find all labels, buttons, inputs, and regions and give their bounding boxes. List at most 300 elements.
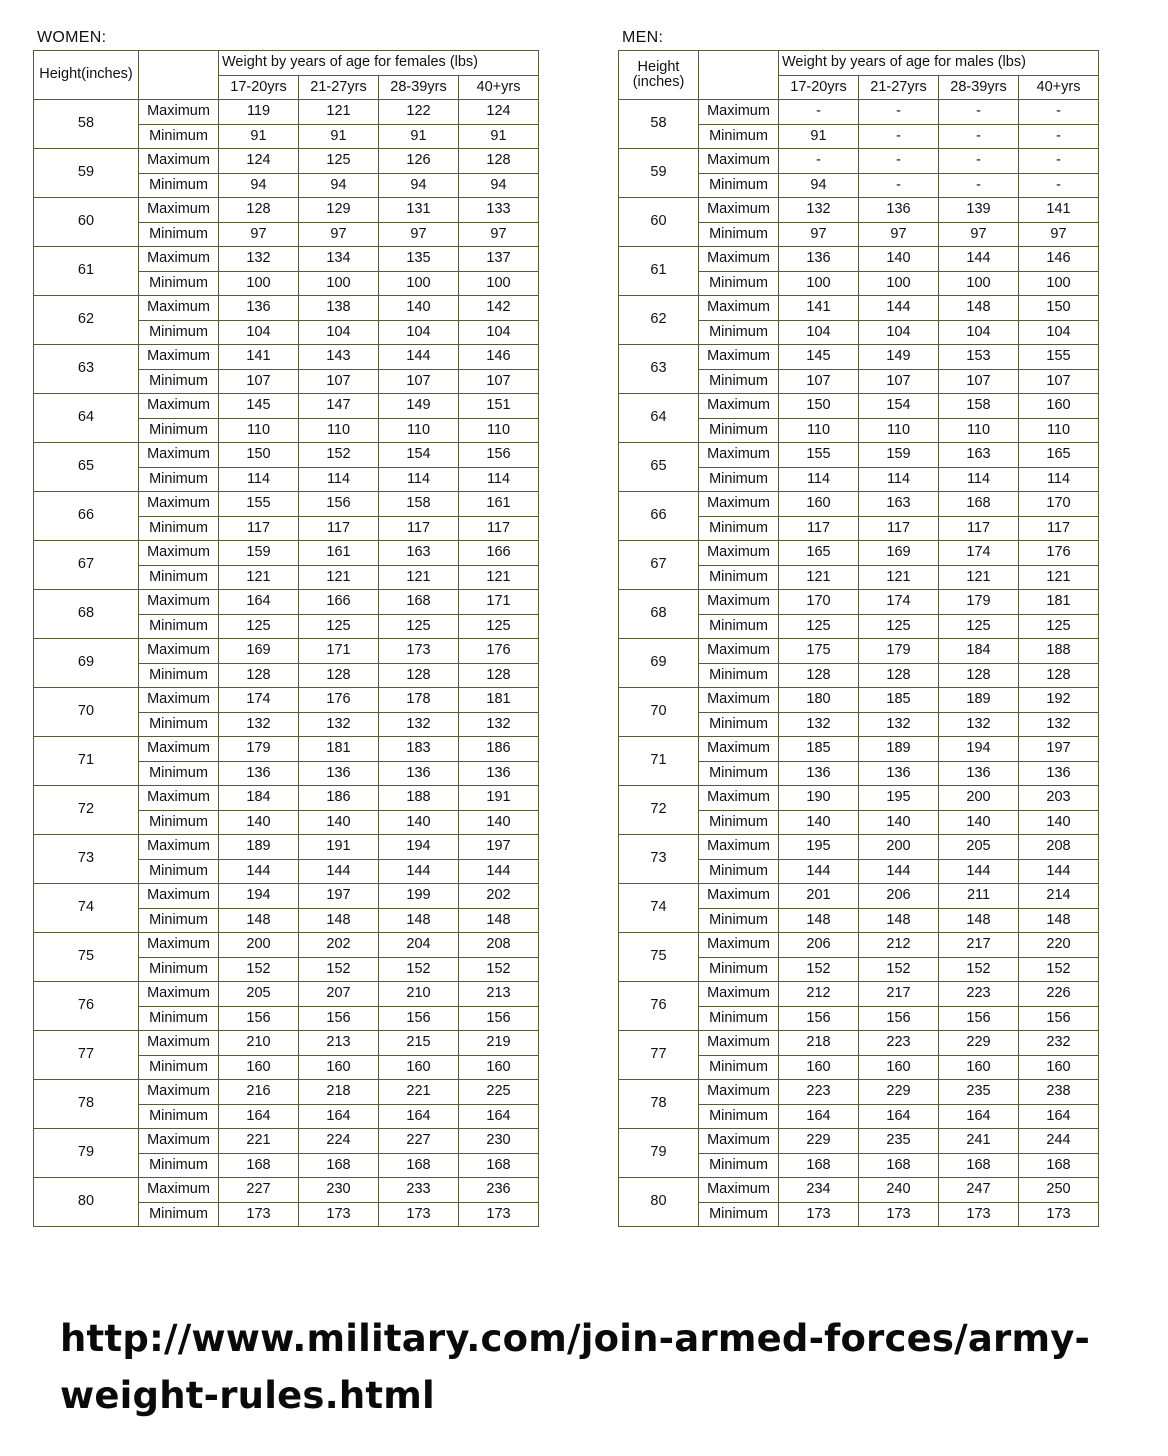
min-weight-cell: 117 [299, 516, 379, 541]
min-weight-cell: 148 [459, 908, 539, 933]
max-weight-cell: 227 [379, 1129, 459, 1154]
table-row-maximum [34, 1178, 539, 1203]
max-weight-cell: 125 [299, 149, 379, 174]
min-weight-cell: 128 [299, 663, 379, 688]
max-weight-cell: 224 [299, 1129, 379, 1154]
max-weight-cell: 173 [379, 639, 459, 664]
max-weight-cell: 210 [379, 982, 459, 1007]
max-weight-cell: 136 [219, 296, 299, 321]
minimum-label: Minimum [139, 1202, 219, 1227]
max-weight-cell: 136 [779, 247, 859, 272]
min-weight-cell: 173 [379, 1202, 459, 1227]
max-weight-cell: 128 [459, 149, 539, 174]
min-weight-cell: 160 [779, 1055, 859, 1080]
minimum-label: Minimum [699, 418, 779, 443]
max-weight-cell: - [939, 149, 1019, 174]
min-weight-cell: 121 [939, 565, 1019, 590]
max-weight-cell: 215 [379, 1031, 459, 1056]
min-weight-cell: 91 [299, 124, 379, 149]
min-weight-cell: 140 [459, 810, 539, 835]
max-weight-cell: 155 [219, 492, 299, 517]
height-cell: 59 [619, 149, 699, 198]
source-url-line1: http://www.military.com/join-armed-forces/army- [60, 1317, 1091, 1360]
min-weight-cell: 168 [779, 1153, 859, 1178]
min-weight-cell: 160 [939, 1055, 1019, 1080]
min-weight-cell: 100 [299, 271, 379, 296]
max-weight-cell: 197 [459, 835, 539, 860]
max-weight-cell: 202 [459, 884, 539, 909]
maximum-label: Maximum [139, 590, 219, 615]
min-weight-cell: - [1019, 124, 1099, 149]
min-weight-cell: 91 [459, 124, 539, 149]
max-weight-cell: 153 [939, 345, 1019, 370]
max-weight-cell: 219 [459, 1031, 539, 1056]
min-weight-cell: 117 [939, 516, 1019, 541]
max-weight-cell: 147 [299, 394, 379, 419]
min-weight-cell: 104 [299, 320, 379, 345]
height-cell: 69 [34, 639, 139, 688]
max-weight-cell: 164 [219, 590, 299, 615]
height-header-line1: Height [637, 58, 680, 75]
min-weight-cell: 100 [859, 271, 939, 296]
max-weight-cell: 218 [299, 1080, 379, 1105]
min-weight-cell: 144 [859, 859, 939, 884]
min-weight-cell: 144 [299, 859, 379, 884]
min-weight-cell: 104 [219, 320, 299, 345]
min-weight-cell: 110 [859, 418, 939, 443]
min-weight-cell: 136 [859, 761, 939, 786]
max-weight-cell: 234 [779, 1178, 859, 1203]
min-weight-cell: 156 [859, 1006, 939, 1031]
min-weight-cell: 156 [1019, 1006, 1099, 1031]
table-row-maximum [34, 149, 539, 174]
min-weight-cell: 114 [219, 467, 299, 492]
min-weight-cell: 173 [939, 1202, 1019, 1227]
max-weight-cell: 185 [779, 737, 859, 762]
height-cell: 73 [619, 835, 699, 884]
max-weight-cell: 191 [459, 786, 539, 811]
min-weight-cell: 160 [379, 1055, 459, 1080]
min-weight-cell: 110 [779, 418, 859, 443]
minimum-label: Minimum [139, 1006, 219, 1031]
min-weight-cell: 173 [299, 1202, 379, 1227]
max-weight-cell: 126 [379, 149, 459, 174]
max-weight-cell: 124 [219, 149, 299, 174]
table-row-maximum [34, 786, 539, 811]
min-weight-cell: 173 [1019, 1202, 1099, 1227]
min-weight-cell: 117 [379, 516, 459, 541]
min-weight-cell: 168 [459, 1153, 539, 1178]
table-row-maximum [619, 982, 1099, 1007]
max-weight-cell: 145 [219, 394, 299, 419]
max-weight-cell: 226 [1019, 982, 1099, 1007]
max-weight-cell: 181 [299, 737, 379, 762]
max-weight-cell: 136 [859, 198, 939, 223]
min-weight-cell: 168 [219, 1153, 299, 1178]
max-weight-cell: 200 [219, 933, 299, 958]
height-cell: 58 [619, 100, 699, 149]
table-row-maximum [34, 100, 539, 125]
min-weight-cell: 97 [859, 222, 939, 247]
min-weight-cell: 144 [379, 859, 459, 884]
minimum-label: Minimum [699, 222, 779, 247]
max-weight-cell: 176 [459, 639, 539, 664]
table-row-maximum [619, 247, 1099, 272]
min-weight-cell: 94 [219, 173, 299, 198]
min-weight-cell: 132 [379, 712, 459, 737]
table-row-maximum [619, 884, 1099, 909]
max-weight-cell: 179 [219, 737, 299, 762]
max-weight-cell: 134 [299, 247, 379, 272]
maximum-label: Maximum [699, 737, 779, 762]
max-weight-cell: 174 [859, 590, 939, 615]
minimum-label: Minimum [699, 810, 779, 835]
height-cell: 80 [619, 1178, 699, 1227]
min-weight-cell: 128 [219, 663, 299, 688]
max-weight-cell: 137 [459, 247, 539, 272]
maximum-label: Maximum [139, 786, 219, 811]
minimum-label: Minimum [699, 320, 779, 345]
maximum-label: Maximum [699, 835, 779, 860]
maximum-label: Maximum [699, 933, 779, 958]
height-cell: 66 [34, 492, 139, 541]
max-weight-cell: 144 [379, 345, 459, 370]
table-row-maximum [34, 394, 539, 419]
min-weight-cell: 91 [779, 124, 859, 149]
min-weight-cell: 160 [459, 1055, 539, 1080]
max-weight-cell: 141 [779, 296, 859, 321]
min-weight-cell: 121 [1019, 565, 1099, 590]
maximum-label: Maximum [699, 786, 779, 811]
max-weight-cell: 160 [1019, 394, 1099, 419]
min-weight-cell: 121 [779, 565, 859, 590]
table-row-maximum [619, 1129, 1099, 1154]
max-weight-cell: 129 [299, 198, 379, 223]
min-weight-cell: 97 [459, 222, 539, 247]
min-weight-cell: 132 [1019, 712, 1099, 737]
max-weight-cell: 176 [1019, 541, 1099, 566]
max-weight-cell: 165 [779, 541, 859, 566]
max-weight-cell: 121 [299, 100, 379, 125]
max-weight-cell: 236 [459, 1178, 539, 1203]
min-weight-cell: 152 [859, 957, 939, 982]
minimum-label: Minimum [139, 1104, 219, 1129]
min-weight-cell: 104 [859, 320, 939, 345]
max-weight-cell: 119 [219, 100, 299, 125]
min-weight-cell: 107 [939, 369, 1019, 394]
max-weight-cell: 235 [859, 1129, 939, 1154]
table-row-maximum [34, 1129, 539, 1154]
minimum-label: Minimum [139, 320, 219, 345]
min-weight-cell: 136 [939, 761, 1019, 786]
min-weight-cell: 114 [299, 467, 379, 492]
height-cell: 70 [34, 688, 139, 737]
table-row-maximum [619, 786, 1099, 811]
max-weight-cell: 144 [939, 247, 1019, 272]
max-weight-cell: 210 [219, 1031, 299, 1056]
maximum-label: Maximum [139, 1129, 219, 1154]
height-cell: 78 [619, 1080, 699, 1129]
min-weight-cell: 107 [459, 369, 539, 394]
min-weight-cell: 132 [939, 712, 1019, 737]
max-weight-cell: 161 [459, 492, 539, 517]
min-weight-cell: 160 [859, 1055, 939, 1080]
max-weight-cell: 158 [379, 492, 459, 517]
min-weight-cell: 117 [859, 516, 939, 541]
minimum-label: Minimum [699, 271, 779, 296]
table-row-maximum [619, 1178, 1099, 1203]
minimum-label: Minimum [699, 1055, 779, 1080]
women-weight-table [33, 50, 539, 1227]
minimum-label: Minimum [139, 516, 219, 541]
min-weight-cell: - [939, 124, 1019, 149]
table-row-maximum [619, 737, 1099, 762]
table-row-maximum [34, 835, 539, 860]
max-weight-cell: 158 [939, 394, 1019, 419]
maximum-label: Maximum [139, 1178, 219, 1203]
min-weight-cell: 128 [779, 663, 859, 688]
max-weight-cell: 124 [459, 100, 539, 125]
max-weight-cell: 163 [939, 443, 1019, 468]
max-weight-cell: 171 [299, 639, 379, 664]
min-weight-cell: 94 [779, 173, 859, 198]
max-weight-cell: 183 [379, 737, 459, 762]
max-weight-cell: 229 [939, 1031, 1019, 1056]
maximum-label: Maximum [139, 345, 219, 370]
min-weight-cell: 148 [219, 908, 299, 933]
min-weight-cell: 164 [219, 1104, 299, 1129]
maximum-label: Maximum [699, 394, 779, 419]
women-table-body [34, 51, 539, 1227]
max-weight-cell: 170 [779, 590, 859, 615]
min-weight-cell: 114 [379, 467, 459, 492]
max-weight-cell: 223 [779, 1080, 859, 1105]
min-weight-cell: 97 [299, 222, 379, 247]
max-weight-cell: 195 [859, 786, 939, 811]
height-cell: 70 [619, 688, 699, 737]
min-weight-cell: 91 [219, 124, 299, 149]
table-row-maximum [34, 933, 539, 958]
maximum-label: Maximum [699, 982, 779, 1007]
men-section-title: MEN: [622, 29, 664, 46]
max-weight-cell: 168 [379, 590, 459, 615]
max-weight-cell: 168 [939, 492, 1019, 517]
minimum-label: Minimum [139, 418, 219, 443]
minimum-label: Minimum [139, 173, 219, 198]
min-weight-cell: 121 [299, 565, 379, 590]
max-weight-cell: 148 [939, 296, 1019, 321]
min-weight-cell: 164 [939, 1104, 1019, 1129]
min-weight-cell: 140 [779, 810, 859, 835]
max-weight-cell: 141 [1019, 198, 1099, 223]
max-weight-cell: 179 [939, 590, 1019, 615]
min-weight-cell: 100 [379, 271, 459, 296]
min-weight-cell: 107 [219, 369, 299, 394]
max-weight-cell: - [859, 149, 939, 174]
maximum-label: Maximum [139, 1031, 219, 1056]
max-weight-cell: 189 [219, 835, 299, 860]
max-weight-cell: - [1019, 149, 1099, 174]
min-weight-cell: 110 [1019, 418, 1099, 443]
table-row-maximum [34, 345, 539, 370]
min-weight-cell: 110 [379, 418, 459, 443]
height-cell: 75 [619, 933, 699, 982]
minimum-label: Minimum [699, 565, 779, 590]
min-weight-cell: 152 [219, 957, 299, 982]
maximum-label: Maximum [699, 639, 779, 664]
height-cell: 79 [619, 1129, 699, 1178]
minimum-label: Minimum [139, 271, 219, 296]
minimum-label: Minimum [699, 369, 779, 394]
height-cell: 71 [34, 737, 139, 786]
min-weight-cell: 144 [779, 859, 859, 884]
height-cell: 68 [619, 590, 699, 639]
height-cell: 69 [619, 639, 699, 688]
max-weight-cell: 143 [299, 345, 379, 370]
min-weight-cell: 114 [939, 467, 1019, 492]
max-weight-cell: 156 [459, 443, 539, 468]
table-row-maximum [619, 394, 1099, 419]
min-weight-cell: 144 [939, 859, 1019, 884]
max-weight-cell: 244 [1019, 1129, 1099, 1154]
min-weight-cell: - [1019, 173, 1099, 198]
minimum-label: Minimum [699, 712, 779, 737]
maximum-label: Maximum [139, 541, 219, 566]
max-weight-cell: 232 [1019, 1031, 1099, 1056]
height-cell: 64 [619, 394, 699, 443]
max-weight-cell: 145 [779, 345, 859, 370]
minimum-label: Minimum [139, 761, 219, 786]
min-weight-cell: 136 [379, 761, 459, 786]
min-weight-cell: 104 [459, 320, 539, 345]
table-row-maximum [619, 100, 1099, 125]
height-cell: 71 [619, 737, 699, 786]
min-weight-cell: 140 [859, 810, 939, 835]
minimum-label: Minimum [699, 516, 779, 541]
maximum-label: Maximum [139, 1080, 219, 1105]
min-weight-cell: 148 [1019, 908, 1099, 933]
min-weight-cell: 160 [1019, 1055, 1099, 1080]
maximum-label: Maximum [699, 492, 779, 517]
min-weight-cell: 152 [379, 957, 459, 982]
max-weight-cell: 146 [1019, 247, 1099, 272]
min-weight-cell: 164 [1019, 1104, 1099, 1129]
height-cell: 65 [34, 443, 139, 492]
height-cell: 59 [34, 149, 139, 198]
min-weight-cell: - [859, 124, 939, 149]
height-cell: 73 [34, 835, 139, 884]
min-weight-cell: 148 [939, 908, 1019, 933]
max-weight-cell: 163 [859, 492, 939, 517]
min-weight-cell: 128 [939, 663, 1019, 688]
min-weight-cell: 125 [459, 614, 539, 639]
height-cell: 76 [619, 982, 699, 1031]
blank-header-cell [139, 51, 219, 100]
maximum-label: Maximum [139, 737, 219, 762]
min-weight-cell: 107 [1019, 369, 1099, 394]
max-weight-cell: 169 [219, 639, 299, 664]
max-weight-cell: 206 [779, 933, 859, 958]
height-cell: 79 [34, 1129, 139, 1178]
min-weight-cell: 114 [1019, 467, 1099, 492]
max-weight-cell: 155 [1019, 345, 1099, 370]
min-weight-cell: 144 [459, 859, 539, 884]
height-header-line2: (inches) [632, 74, 685, 90]
maximum-label: Maximum [699, 884, 779, 909]
table-row-maximum [34, 982, 539, 1007]
max-weight-cell: 156 [299, 492, 379, 517]
min-weight-cell: 128 [379, 663, 459, 688]
max-weight-cell: 132 [779, 198, 859, 223]
max-weight-cell: 235 [939, 1080, 1019, 1105]
max-weight-cell: 140 [379, 296, 459, 321]
max-weight-cell: 132 [219, 247, 299, 272]
min-weight-cell: 125 [379, 614, 459, 639]
maximum-label: Maximum [699, 1178, 779, 1203]
men-table-body [619, 51, 1099, 1227]
max-weight-cell: 150 [779, 394, 859, 419]
min-weight-cell: 152 [939, 957, 1019, 982]
max-weight-cell: 170 [1019, 492, 1099, 517]
max-weight-cell: 131 [379, 198, 459, 223]
min-weight-cell: 136 [219, 761, 299, 786]
minimum-label: Minimum [139, 810, 219, 835]
min-weight-cell: 100 [219, 271, 299, 296]
min-weight-cell: 168 [379, 1153, 459, 1178]
table-row-maximum [619, 590, 1099, 615]
max-weight-cell: 192 [1019, 688, 1099, 713]
max-weight-cell: 122 [379, 100, 459, 125]
min-weight-cell: 173 [219, 1202, 299, 1227]
table-row-maximum [34, 639, 539, 664]
max-weight-cell: 144 [859, 296, 939, 321]
table-row-maximum [34, 1031, 539, 1056]
minimum-label: Minimum [139, 908, 219, 933]
min-weight-cell: 110 [939, 418, 1019, 443]
height-cell: 58 [34, 100, 139, 149]
min-weight-cell: 160 [219, 1055, 299, 1080]
max-weight-cell: 154 [859, 394, 939, 419]
min-weight-cell: 152 [1019, 957, 1099, 982]
min-weight-cell: 148 [779, 908, 859, 933]
min-weight-cell: 110 [459, 418, 539, 443]
table-row-maximum [619, 639, 1099, 664]
min-weight-cell: 125 [299, 614, 379, 639]
maximum-label: Maximum [139, 198, 219, 223]
max-weight-cell: 203 [1019, 786, 1099, 811]
min-weight-cell: 168 [1019, 1153, 1099, 1178]
source-url-line2: weight-rules.html [60, 1374, 435, 1417]
max-weight-cell: 174 [219, 688, 299, 713]
max-weight-cell: 169 [859, 541, 939, 566]
maximum-label: Maximum [139, 835, 219, 860]
max-weight-cell: 149 [859, 345, 939, 370]
min-weight-cell: 125 [779, 614, 859, 639]
max-weight-cell: 200 [939, 786, 1019, 811]
max-weight-cell: 146 [459, 345, 539, 370]
max-weight-cell: 166 [459, 541, 539, 566]
min-weight-cell: 128 [459, 663, 539, 688]
max-weight-cell: 171 [459, 590, 539, 615]
min-weight-cell: 125 [939, 614, 1019, 639]
height-cell: 63 [34, 345, 139, 394]
min-weight-cell: 173 [859, 1202, 939, 1227]
height-column-header [619, 51, 699, 100]
maximum-label: Maximum [139, 933, 219, 958]
min-weight-cell: 156 [379, 1006, 459, 1031]
max-weight-cell: 227 [219, 1178, 299, 1203]
height-cell: 80 [34, 1178, 139, 1227]
